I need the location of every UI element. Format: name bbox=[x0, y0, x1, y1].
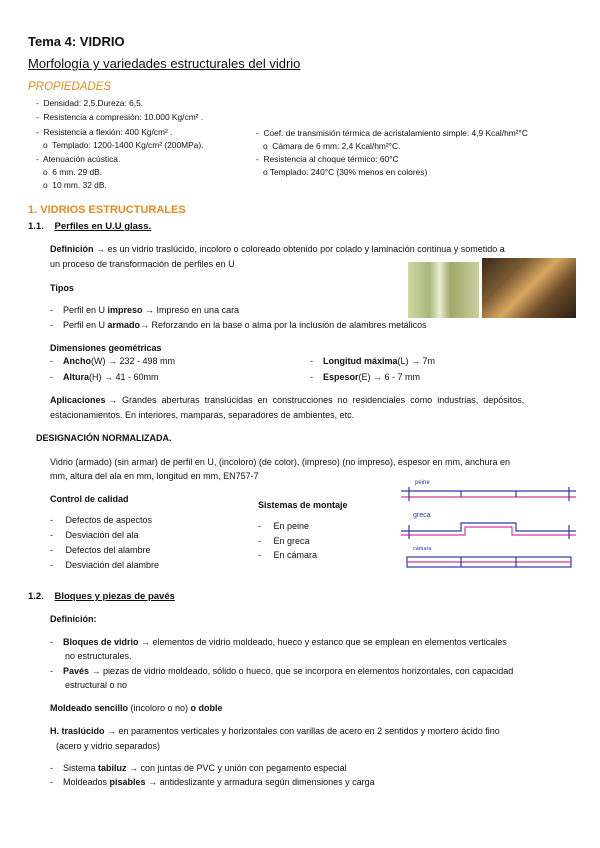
greca-profile bbox=[401, 523, 576, 539]
prop-line: - Atenuación acústica. bbox=[36, 154, 121, 164]
dimension-item: - Espesor(E) → 6 - 7 mm bbox=[310, 372, 421, 382]
type-prefix: - Perfil en U bbox=[50, 305, 108, 315]
diagram-label-camara: cámara bbox=[413, 546, 432, 552]
dimension-label: Longitud máxima bbox=[323, 356, 398, 366]
types-label: Tipos bbox=[50, 283, 74, 293]
prop-line: - Resistencia a compresión: 10.000 Kg/cm² . bbox=[36, 112, 204, 122]
definition-item: - Bloques de vidrio → elementos de vidrio moldeado, hueco y estanco que se emplean en elementos verticales bbox=[50, 637, 507, 647]
prop-line: - Resistencia al choque térmico: 60°C bbox=[256, 154, 399, 164]
dimension-label: Altura bbox=[63, 372, 90, 382]
molded-bold: Moldeado sencillo bbox=[50, 703, 129, 713]
dimension-value: (W) → 232 - 498 mm bbox=[91, 356, 176, 366]
type-text: → Impreso en una cara bbox=[142, 305, 240, 315]
mounting-item: - En cámara bbox=[258, 550, 318, 560]
system-text: → con juntas de PVC y unión con pegamento especial bbox=[126, 763, 347, 773]
designation-text: Vidrio (armado) (sin armar) de perfil en U, (incoloro) (de color), (impreso) (no impreso), espesor en mm, anchura en bbox=[50, 457, 510, 467]
peine-profile bbox=[401, 487, 576, 501]
dimension-label: Ancho bbox=[63, 356, 91, 366]
definition-label: Definición bbox=[50, 244, 94, 254]
translucent-line bbox=[50, 725, 500, 738]
mounting-item: - En greca bbox=[258, 536, 310, 546]
section-title: 1. VIDRIOS ESTRUCTURALES bbox=[28, 204, 186, 216]
quality-label: Control de calidad bbox=[50, 494, 129, 504]
dimension-item: - Longitud máxima(L) → 7m bbox=[310, 356, 436, 366]
applications-line bbox=[50, 394, 524, 407]
prop-line: o Cámara de 6 mm: 2,4 Kcal/hm²°C. bbox=[256, 141, 401, 151]
prop-line: - Coef. de transmisión térmica de acristalamiento simple: 4,9 Kcal/hm²°C bbox=[256, 128, 528, 138]
dimension-value: (H) → 41 - 60mm bbox=[89, 372, 159, 382]
molded-line bbox=[50, 702, 223, 715]
definition-item: - Pavés → piezas de vidrio moldeado, sólido o hueco, que se incorpora en elementos horizontales, con capacidad bbox=[50, 666, 514, 676]
dimension-value: (E) → 6 - 7 mm bbox=[358, 372, 421, 382]
system-prefix: - Moldeados bbox=[50, 777, 110, 787]
system-text: → antideslizante y armadura según dimensiones y carga bbox=[145, 777, 375, 787]
mounting-label: Sistemas de montaje bbox=[258, 500, 348, 510]
page-title: Tema 4: VIDRIO bbox=[28, 34, 125, 49]
subsection-number: 1.1. bbox=[28, 221, 44, 232]
definition-text: → elementos de vidrio moldeado, hueco y estanco que se emplean en elementos verticales bbox=[138, 637, 507, 647]
prop-line: - Resistencia a flexión: 400 Kg/cm² . bbox=[36, 127, 173, 137]
definition-item-line2: estructural o no bbox=[65, 680, 128, 690]
type-item bbox=[50, 304, 239, 317]
translucent-text: → en paramentos verticales y horizontales con varillas de acero en 2 sentidos y mortero ácido fino bbox=[104, 726, 500, 736]
system-prefix: - Sistema bbox=[50, 763, 99, 773]
subsection-heading bbox=[28, 221, 151, 232]
dimension-item: - Altura(H) → 41 - 60mm bbox=[50, 372, 159, 382]
quality-item: - Desviación del ala bbox=[50, 530, 139, 540]
prop-line: o Templado: 1200-1400 Kg/cm² (200MPa). bbox=[36, 140, 204, 150]
type-bold: impreso bbox=[107, 305, 143, 315]
definition-term: Pavés bbox=[63, 666, 90, 676]
properties-title: PROPIEDADES bbox=[28, 81, 112, 93]
dimension-label: Espesor bbox=[323, 372, 359, 382]
applications-text: → Grandes aberturas translúcidas en construcciones no residenciales como industrias, depósitos, bbox=[105, 395, 525, 405]
subsection-title: Perfiles en U.U glass. bbox=[54, 221, 152, 232]
definition-item-line2: no estructurales. bbox=[65, 651, 132, 661]
subsection-number: 1.2. bbox=[28, 591, 44, 602]
glass-facade-photo bbox=[482, 258, 576, 318]
prop-line: o 10 mm. 32 dB. bbox=[36, 180, 107, 190]
system-item bbox=[50, 776, 375, 789]
definition-text: → piezas de vidrio moldeado, sólido o hueco, que se incorpora en elementos horizontales, con capacidad bbox=[89, 666, 514, 676]
definition-label: Definición: bbox=[50, 614, 97, 624]
camara-profile bbox=[407, 557, 571, 567]
molded-bold-2: o doble bbox=[190, 703, 223, 713]
type-prefix: - Perfil en U bbox=[50, 320, 108, 330]
prop-line: - Densidad: 2,5.Dureza: 6,5. bbox=[36, 98, 144, 108]
type-text: → Reforzando en la base o alma por la inclusión de alambres metálicos bbox=[140, 320, 427, 330]
definition-text: → es un vidrio traslúcido, incoloro o coloreado obtenido por colado y laminación continua y sometido a bbox=[93, 244, 505, 254]
system-name: tabiluz bbox=[98, 763, 127, 773]
translucent-label: H. traslúcido bbox=[50, 726, 105, 736]
definition-term: Bloques de vidrio bbox=[63, 637, 139, 647]
type-bold: armado bbox=[107, 320, 141, 330]
definition-line bbox=[50, 243, 505, 256]
quality-item: - Desviación del alambre bbox=[50, 560, 160, 570]
applications-line-2: estacionamientos. En interiores, mamparas, separadores de ambientes, etc. bbox=[50, 410, 355, 420]
prop-line: o 6 mm. 29 dB. bbox=[36, 167, 103, 177]
glass-corridor-photo bbox=[408, 262, 479, 318]
page-subtitle: Morfología y variedades estructurales del vidrio bbox=[28, 56, 301, 71]
subsection-heading bbox=[28, 591, 175, 602]
quality-item: - Defectos del alambre bbox=[50, 545, 151, 555]
type-item bbox=[50, 319, 427, 332]
dimension-value: (L) → 7m bbox=[397, 356, 436, 366]
dimension-item: - Ancho(W) → 232 - 498 mm bbox=[50, 356, 176, 366]
system-name: pisables bbox=[109, 777, 146, 787]
prop-line: o Templado: 240°C (30% menos en colores) bbox=[256, 167, 428, 177]
dimensions-label: Dimensiones geométricas bbox=[50, 343, 162, 353]
molded-text: (incoloro o no) bbox=[128, 703, 191, 713]
mounting-diagram bbox=[401, 475, 576, 575]
translucent-line-2: (acero y vidrio separados) bbox=[56, 741, 161, 751]
designation-text-2: mm, altura del ala en mm, longitud en mm, EN757-7 bbox=[50, 471, 259, 481]
diagram-label-greca: greca bbox=[413, 512, 431, 519]
quality-item: - Defectos de aspectos bbox=[50, 515, 153, 525]
diagram-label-peine: peine bbox=[415, 480, 430, 486]
system-item bbox=[50, 762, 347, 775]
definition-line-2: un proceso de transformación de perfiles en U bbox=[50, 259, 235, 269]
designation-title: DESIGNACIÓN NORMALIZADA. bbox=[36, 433, 172, 443]
applications-label: Aplicaciones bbox=[50, 395, 106, 405]
mounting-item: - En peine bbox=[258, 521, 310, 531]
subsection-title: Bloques y piezas de pavés bbox=[54, 591, 175, 602]
